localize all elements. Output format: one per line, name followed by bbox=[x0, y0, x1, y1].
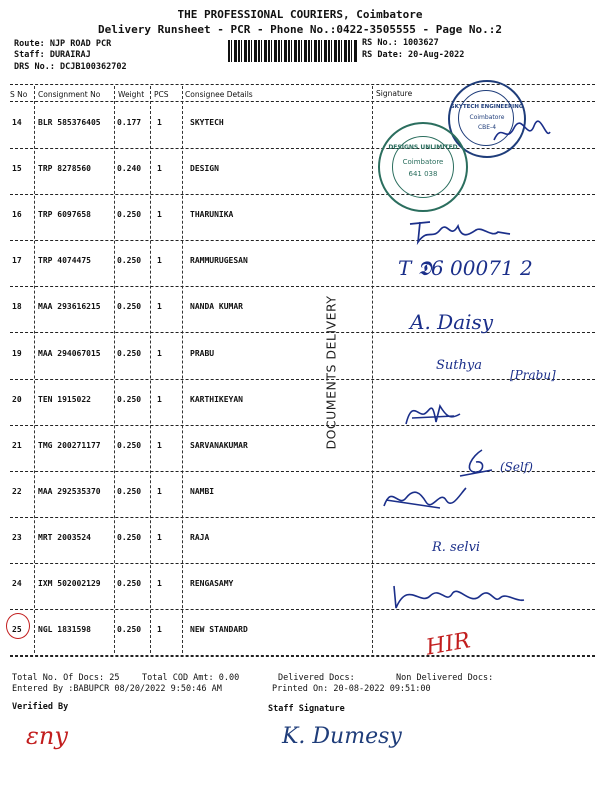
row-weight: 0.250 bbox=[117, 487, 142, 496]
row-sno: 20 bbox=[12, 395, 22, 404]
signature-row-23: R. selvi bbox=[432, 540, 481, 555]
col-pcs: PCS bbox=[154, 90, 169, 99]
row-weight: 0.250 bbox=[117, 302, 142, 311]
documents-delivery-stamp: DOCUMENTS DELIVERY bbox=[323, 295, 339, 450]
row-consignment: TMG 200271177 bbox=[38, 441, 101, 450]
signature-row-16 bbox=[406, 210, 526, 246]
row-25-circle-mark bbox=[6, 613, 30, 639]
row-consignee: SKYTECH bbox=[190, 118, 224, 127]
col-consignment: Consignment No bbox=[38, 90, 101, 99]
row-consignee: RAJA bbox=[190, 533, 210, 542]
rs-number: RS No.: 1003627 bbox=[362, 38, 439, 48]
row-consignment: TRP 8278560 bbox=[38, 164, 91, 173]
signature-row-24 bbox=[390, 578, 530, 614]
rs-date: RS Date: 20-Aug-2022 bbox=[362, 50, 465, 60]
row-sno: 21 bbox=[12, 441, 22, 450]
row-weight: 0.240 bbox=[117, 164, 142, 173]
row-consignee: NEW STANDARD bbox=[190, 625, 248, 634]
row-separator bbox=[10, 194, 595, 195]
row-consignee: RAMMURUGESAN bbox=[190, 256, 248, 265]
row-separator bbox=[10, 563, 595, 564]
row-separator bbox=[10, 332, 595, 333]
skytech-seal-text: SKYTECH ENGINEERING bbox=[450, 104, 524, 110]
row-sno: 15 bbox=[12, 164, 22, 173]
row-weight: 0.250 bbox=[117, 625, 142, 634]
row-consignment: BLR 585376405 bbox=[38, 118, 101, 127]
signature-row-18: A. Daisy bbox=[410, 310, 494, 334]
total-cod: Total COD Amt: 0.00 bbox=[142, 673, 240, 683]
row-consignee: NANDA KUMAR bbox=[190, 302, 243, 311]
route-label: Route: NJP ROAD PCR bbox=[14, 39, 112, 49]
row-pcs: 1 bbox=[157, 487, 162, 496]
barcode bbox=[228, 40, 358, 62]
designs-unlimited-seal bbox=[378, 122, 468, 212]
row-consignment: TRP 6097658 bbox=[38, 210, 91, 219]
row-pcs: 1 bbox=[157, 118, 162, 127]
row-sno: 18 bbox=[12, 302, 22, 311]
printed-on: Printed On: 20-08-2022 09:51:00 bbox=[272, 684, 431, 694]
row-weight: 0.250 bbox=[117, 256, 142, 265]
designs-seal-code: 641 038 bbox=[408, 170, 438, 178]
signature-row-19-note: [Prabu] bbox=[510, 368, 556, 382]
row-weight: 0.250 bbox=[117, 395, 142, 404]
row-consignment: MAA 294067015 bbox=[38, 349, 101, 358]
row-consignment: MAA 292535370 bbox=[38, 487, 101, 496]
runsheet-subtitle: Delivery Runsheet - PCR - Phone No.:0422-3505555 - Page No.:2 bbox=[98, 23, 502, 36]
row-consignment: NGL 1831598 bbox=[38, 625, 91, 634]
signature-row-20 bbox=[402, 396, 466, 432]
table-row bbox=[0, 441, 600, 457]
row-sno: 23 bbox=[12, 533, 22, 542]
row-weight: 0.177 bbox=[117, 118, 142, 127]
row-pcs: 1 bbox=[157, 256, 162, 265]
delivered-docs: Delivered Docs: bbox=[278, 673, 355, 683]
row-consignee: PRABU bbox=[190, 349, 215, 358]
row-separator bbox=[10, 517, 595, 518]
row-consignee: DESIGN bbox=[190, 164, 219, 173]
drs-label: DRS No.: DCJB100362702 bbox=[14, 62, 127, 72]
row-pcs: 1 bbox=[157, 579, 162, 588]
row-consignee: RENGASAMY bbox=[190, 579, 234, 588]
row-consignee: SARVANAKUMAR bbox=[190, 441, 248, 450]
row-sno: 19 bbox=[12, 349, 22, 358]
row-weight: 0.250 bbox=[117, 349, 142, 358]
row-pcs: 1 bbox=[157, 625, 162, 634]
row-pcs: 1 bbox=[157, 349, 162, 358]
table-row bbox=[0, 487, 600, 503]
row-consignment: TRP 4074475 bbox=[38, 256, 91, 265]
col-consignee: Consignee Details bbox=[185, 90, 253, 99]
row-sno: 22 bbox=[12, 487, 22, 496]
total-docs: Total No. Of Docs: 25 bbox=[12, 673, 120, 683]
entered-by: Entered By :BABUPCR 08/20/2022 9:50:46 AM bbox=[12, 684, 222, 694]
row-pcs: 1 bbox=[157, 164, 162, 173]
row-sno: 25 bbox=[12, 625, 22, 634]
row-consignee: NAMBI bbox=[190, 487, 215, 496]
row-pcs: 1 bbox=[157, 441, 162, 450]
row-separator bbox=[10, 379, 595, 380]
table-row bbox=[0, 302, 600, 318]
signature-row-22 bbox=[380, 480, 470, 514]
row-consignee: KARTHIKEYAN bbox=[190, 395, 243, 404]
non-delivered-docs: Non Delivered Docs: bbox=[396, 673, 494, 683]
company-title: THE PROFESSIONAL COURIERS, Coimbatore bbox=[177, 8, 423, 21]
signature-row-21-mark bbox=[456, 446, 496, 480]
staff-signature: K. Dumesy bbox=[282, 724, 402, 749]
row-pcs: 1 bbox=[157, 210, 162, 219]
designs-seal-text: DESIGNS UNLIMITED bbox=[388, 144, 458, 151]
row-consignment: TEN 1915022 bbox=[38, 395, 91, 404]
table-row bbox=[0, 349, 600, 365]
signature-row-14 bbox=[492, 118, 552, 148]
staff-signature-label: Staff Signature bbox=[268, 704, 345, 714]
col-signature: Signature bbox=[376, 89, 413, 98]
row-separator bbox=[10, 286, 595, 287]
row-sno: 14 bbox=[12, 118, 22, 127]
row-sno: 17 bbox=[12, 256, 22, 265]
row-sno: 16 bbox=[12, 210, 22, 219]
signature-row-25: HIR bbox=[424, 628, 473, 661]
row-weight: 0.250 bbox=[117, 441, 142, 450]
staff-label: Staff: DURAIRAJ bbox=[14, 50, 91, 60]
footer-rule bbox=[10, 656, 595, 657]
verified-by-label: Verified By bbox=[12, 702, 69, 712]
table-row bbox=[0, 395, 600, 411]
row-pcs: 1 bbox=[157, 533, 162, 542]
row-pcs: 1 bbox=[157, 395, 162, 404]
row-weight: 0.250 bbox=[117, 533, 142, 542]
row-pcs: 1 bbox=[157, 302, 162, 311]
table-row bbox=[0, 625, 600, 641]
table-row bbox=[0, 164, 600, 180]
row-separator bbox=[10, 425, 595, 426]
signature-row-17: T 𝕯6 00071 2 bbox=[398, 256, 533, 280]
signature-row-21-note: (Self) bbox=[500, 460, 533, 474]
skytech-seal-code: CBE-4 bbox=[477, 124, 497, 131]
skytech-seal-city: Coimbatore bbox=[469, 114, 505, 121]
table-row bbox=[0, 533, 600, 549]
row-consignment: IXM 502002129 bbox=[38, 579, 101, 588]
col-weight: Weight bbox=[118, 90, 145, 99]
row-weight: 0.250 bbox=[117, 210, 142, 219]
col-sno: S No bbox=[10, 90, 28, 99]
row-sno: 24 bbox=[12, 579, 22, 588]
row-weight: 0.250 bbox=[117, 579, 142, 588]
designs-seal-city: Coimbatore bbox=[402, 158, 444, 166]
verifier-signature: ɛny bbox=[26, 722, 68, 750]
row-consignment: MAA 293616215 bbox=[38, 302, 101, 311]
row-consignee: THARUNIKA bbox=[190, 210, 234, 219]
signature-row-19-name: Suthya bbox=[436, 358, 482, 373]
row-consignment: MRT 2003524 bbox=[38, 533, 91, 542]
